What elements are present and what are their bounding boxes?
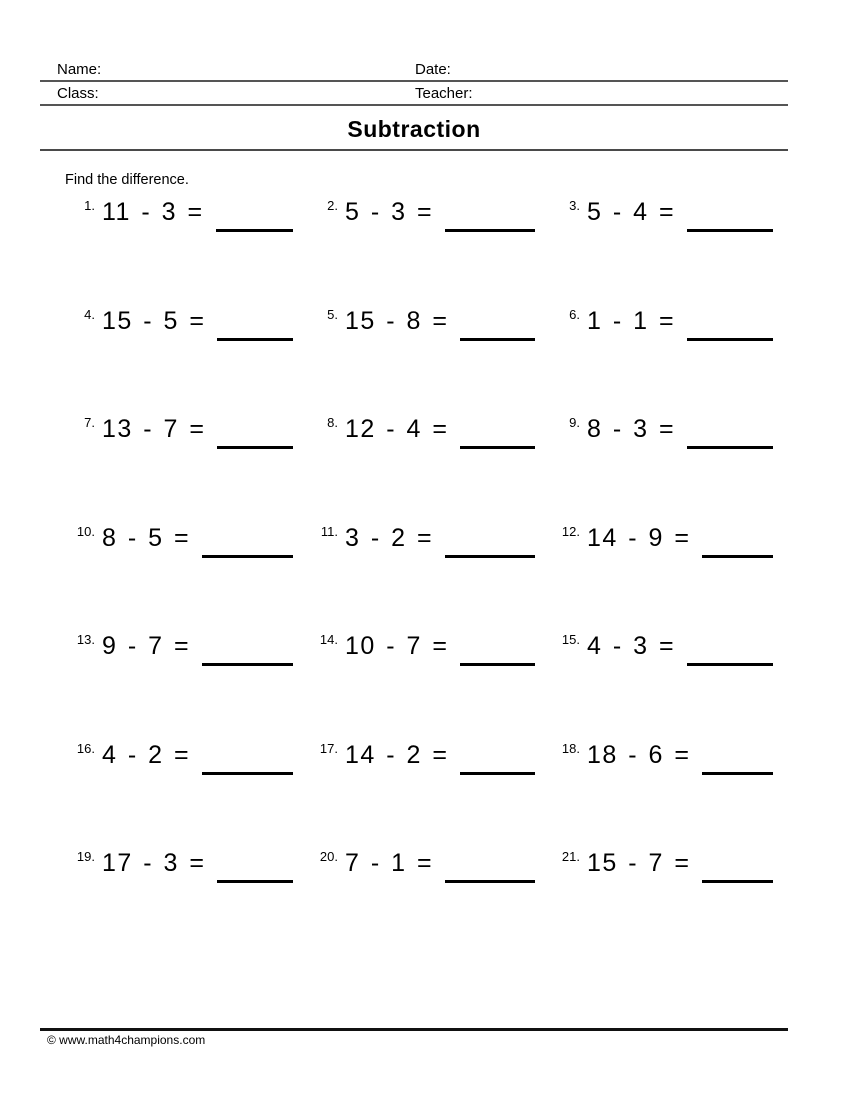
- footer-divider: [40, 1028, 788, 1031]
- problems-grid: [65, 196, 788, 956]
- answer-blank: [460, 739, 535, 775]
- problem-7: [65, 413, 308, 449]
- teacher-label: Teacher:: [415, 85, 473, 102]
- problem-expression: 8 - 5 =: [102, 523, 191, 552]
- problem-expression: 17 - 3 =: [102, 849, 206, 877]
- answer-blank: [445, 522, 535, 558]
- problem-9: [550, 413, 788, 449]
- title-wrap: [40, 116, 788, 143]
- problem-number: 5.: [327, 306, 338, 322]
- problem-number: 13.: [76, 632, 95, 647]
- problem-number: 11.: [320, 523, 338, 539]
- problem-expression: 1 - 1 =: [587, 306, 676, 335]
- problem-4: [65, 305, 308, 341]
- answer-blank: [217, 305, 293, 341]
- problem-number: 7.: [84, 415, 95, 430]
- problem-number: 14.: [319, 632, 338, 647]
- problem-expression: 15 - 8 =: [345, 306, 449, 335]
- problem-expression: 15 - 7 =: [587, 849, 691, 877]
- problem-6: [550, 305, 788, 341]
- answer-blank: [687, 305, 773, 341]
- name-date-row: [40, 61, 788, 82]
- problem-expression: 4 - 2 =: [102, 740, 191, 769]
- class-teacher-row: [40, 85, 788, 106]
- problem-expression: 7 - 1 =: [345, 849, 434, 877]
- problem-10: [65, 522, 308, 558]
- problem-number: 12.: [561, 523, 580, 539]
- problem-8: [308, 413, 550, 449]
- answer-blank: [202, 522, 293, 558]
- answer-blank: [687, 630, 773, 666]
- problem-number: 4.: [84, 306, 95, 322]
- answer-blank: [702, 739, 773, 775]
- problem-3: [550, 196, 788, 232]
- problem-number: 20.: [319, 849, 338, 864]
- problem-17: [308, 739, 550, 775]
- problem-number: 18.: [561, 740, 580, 756]
- problem-expression: 9 - 7 =: [102, 632, 191, 660]
- date-label: Date:: [415, 61, 451, 78]
- name-label: Name:: [57, 61, 102, 78]
- problem-1: [65, 196, 308, 232]
- problem-expression: 11 - 3 =: [102, 198, 204, 226]
- problem-expression: 10 - 7 =: [345, 632, 449, 660]
- class-label: Class:: [57, 85, 99, 102]
- problem-number: 8.: [327, 415, 338, 430]
- problem-2: [308, 196, 550, 232]
- problem-19: [65, 847, 308, 883]
- answer-blank: [460, 630, 535, 666]
- problem-expression: 18 - 6 =: [587, 740, 691, 769]
- problem-expression: 12 - 4 =: [345, 415, 449, 443]
- problem-expression: 5 - 4 =: [587, 198, 676, 226]
- answer-blank: [217, 413, 293, 449]
- problem-number: 6.: [569, 306, 580, 322]
- answer-blank: [687, 196, 773, 232]
- problem-15: [550, 630, 788, 666]
- problem-number: 17.: [319, 740, 338, 756]
- header: [40, 61, 788, 106]
- page-title: Subtraction: [347, 116, 481, 142]
- problem-number: 15.: [561, 632, 580, 647]
- answer-blank: [445, 847, 535, 883]
- problem-number: 21.: [561, 849, 580, 864]
- problem-number: 1.: [84, 198, 95, 213]
- problem-number: 10.: [76, 523, 95, 539]
- problem-14: [308, 630, 550, 666]
- problem-12: [550, 522, 788, 558]
- problem-expression: 4 - 3 =: [587, 632, 676, 660]
- copyright-text: © www.math4champions.com: [47, 1033, 206, 1047]
- answer-blank: [202, 739, 293, 775]
- answer-blank: [202, 630, 293, 666]
- problem-number: 19.: [76, 849, 95, 864]
- answer-blank: [460, 305, 535, 341]
- problem-expression: 14 - 2 =: [345, 740, 449, 769]
- problem-number: 2.: [327, 198, 338, 213]
- problem-20: [308, 847, 550, 883]
- answer-blank: [687, 413, 773, 449]
- problem-21: [550, 847, 788, 883]
- problem-11: [308, 522, 550, 558]
- title-divider: [40, 149, 788, 151]
- problem-expression: 3 - 2 =: [345, 523, 434, 552]
- answer-blank: [702, 522, 773, 558]
- problem-expression: 8 - 3 =: [587, 415, 676, 443]
- answer-blank: [702, 847, 773, 883]
- answer-blank: [216, 196, 293, 232]
- problem-expression: 5 - 3 =: [345, 198, 434, 226]
- problem-number: 16.: [76, 740, 95, 756]
- problem-number: 3.: [569, 198, 580, 213]
- problem-number: 9.: [569, 415, 580, 430]
- answer-blank: [217, 847, 293, 883]
- problem-5: [308, 305, 550, 341]
- problem-expression: 14 - 9 =: [587, 523, 691, 552]
- problem-13: [65, 630, 308, 666]
- answer-blank: [445, 196, 535, 232]
- problem-expression: 15 - 5 =: [102, 306, 206, 335]
- problem-18: [550, 739, 788, 775]
- problem-expression: 13 - 7 =: [102, 415, 206, 443]
- instruction-text: Find the difference.: [65, 172, 189, 188]
- answer-blank: [460, 413, 535, 449]
- problem-16: [65, 739, 308, 775]
